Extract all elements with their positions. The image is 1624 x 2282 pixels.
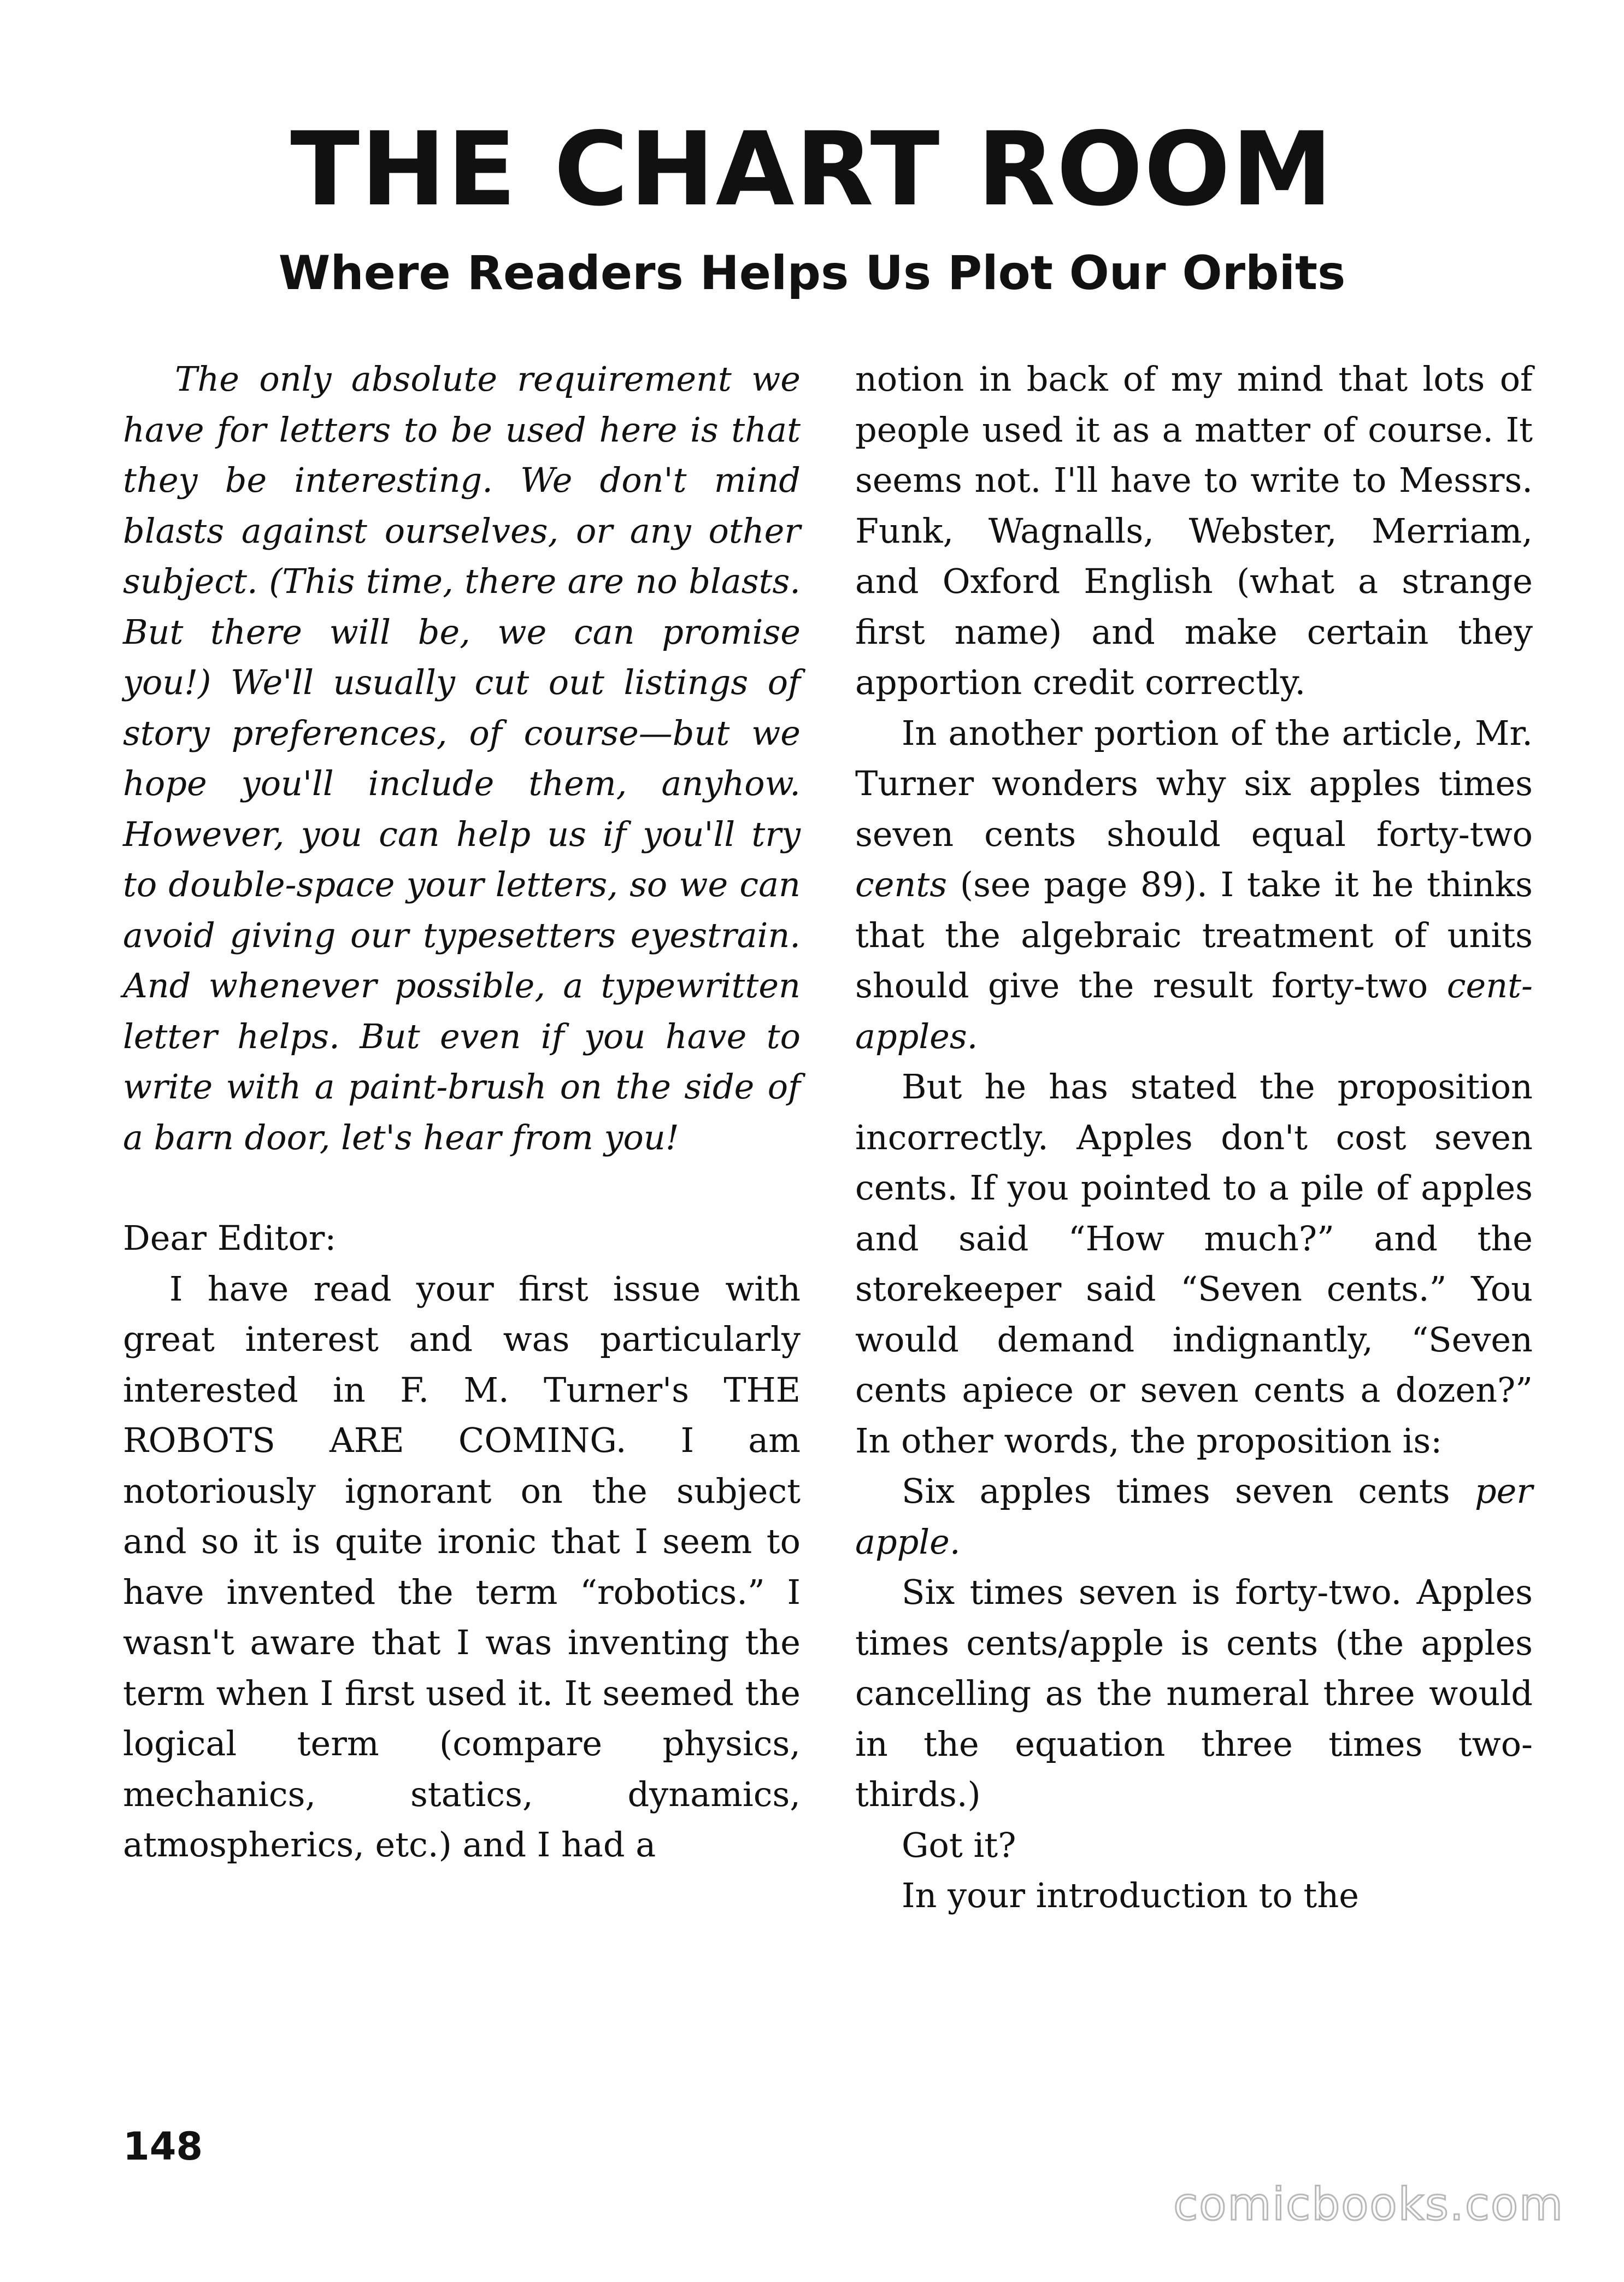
text-run: Six apples times seven cents — [902, 1471, 1475, 1511]
letter-paragraph: But he has stated the proposition incorrectly. Apples don't cost seven cents. If you pointed to a pile of apples and said “How much?” and the storekeeper said “Seven cents.” You would demand indignantly, “Seven cents apiece or seven cents a dozen?” In other words, the proposition is: — [855, 1067, 1533, 1461]
letter-paragraph: Got it? — [902, 1825, 1016, 1865]
text-run: (see page 89). I take it he thinks that the algebraic treatment of units should give the result forty-two — [855, 864, 1533, 1005]
letter-paragraph: I have read your first issue with great interest and was particularly interested in F. M. Turner's THE ROBOTS ARE COMING. I am notoriously ignorant on the subject and so it is quite ironic that I seem to have invented the term “robotics.” I wasn't aware that I was inventing the term when I first used it. It seemed the logical term (compare physics, mechanics, statics, dynamics, atmospherics, etc.) and I had a — [123, 1268, 801, 1865]
letter-paragraph — [855, 1466, 1533, 1567]
left-column — [123, 354, 801, 1871]
letter-paragraph — [855, 708, 1533, 1062]
letter-salutation: Dear Editor: — [123, 1218, 337, 1258]
page-title: THE CHART ROOM — [290, 110, 1334, 228]
watermark: comicbooks.com — [1173, 2179, 1564, 2231]
text-run: In another portion of the article, Mr. Turner wonders why six apples times seven cents should equal forty-two — [855, 713, 1533, 854]
page-subtitle: Where Readers Helps Us Plot Our Orbits — [278, 246, 1346, 301]
italic-term: per apple. — [855, 1471, 1533, 1562]
italic-term: cent-apples. — [855, 966, 1533, 1056]
editor-intro: The only absolute requirement we have for letters to be used here is that they be interesting. We don't mind blasts against ourselves, or any other subject. (This time, there are no blasts. But there will be, we can promise you!) We'll usually cut out listings of story preferences, of course—but we hope you'll include them, anyhow. However, you can help us if you'll try to double-space your letters, so we can avoid giving our typesetters eyestrain. And whenever possible, a typewritten letter helps. But even if you have to write with a paint-brush on the side of a barn door, let's hear from you! — [123, 359, 801, 1157]
italic-term: cents — [855, 864, 948, 904]
page-number: 148 — [123, 2124, 203, 2169]
letter-paragraph: In your introduction to the — [902, 1875, 1359, 1915]
letter-paragraph-continued: notion in back of my mind that lots of people used it as a matter of course. It seems not. I'll have to write to Messrs. Funk, Wagnalls, Webster, Merriam, and Oxford English (what a strange first name) and make certain they apportion credit correctly. — [855, 359, 1533, 702]
right-column — [855, 354, 1533, 1921]
letter-paragraph: Six times seven is forty-two. Apples times cents/apple is cents (the apples cancelling as the numeral three would in the equation three times two-thirds.) — [855, 1572, 1533, 1814]
